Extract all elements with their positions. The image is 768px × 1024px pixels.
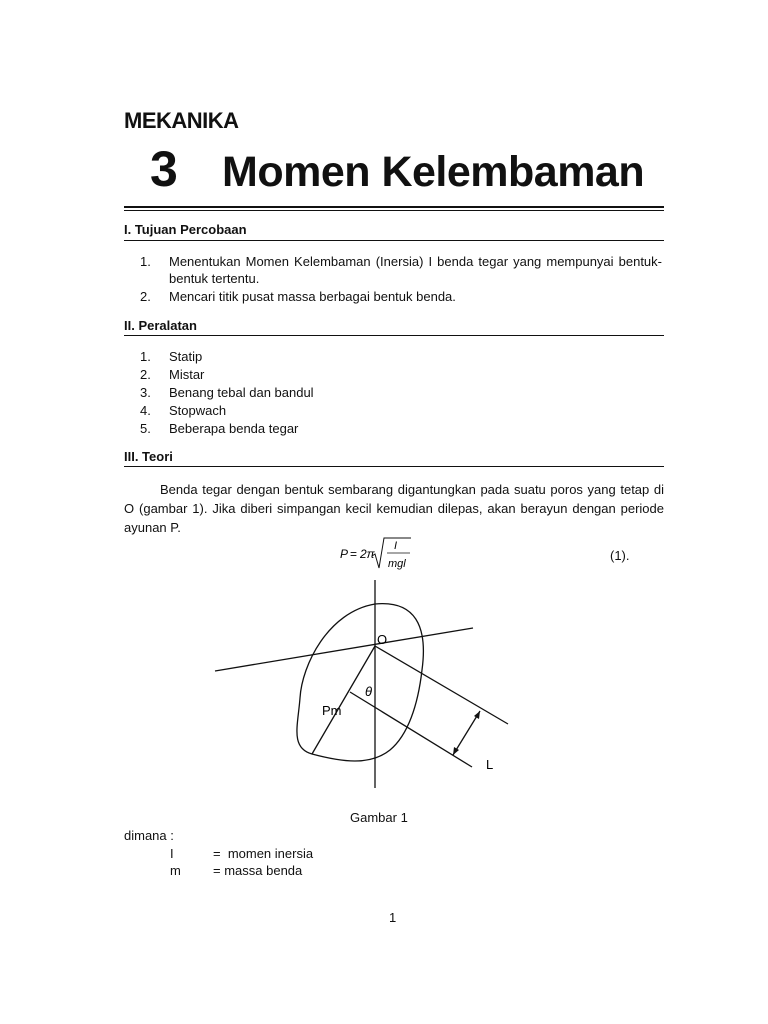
list-text: Menentukan Momen Kelembaman (Inersia) I benda tegar yang mempunyai bentuk-bentuk tertentu. [169,254,662,286]
definition-symbol: m [170,863,181,878]
arrowhead-bottom-icon [453,747,459,755]
list-item [140,402,662,419]
list-number: 1. [140,349,151,364]
lower-line [350,692,472,767]
title-rule-bottom [124,210,664,211]
figure-caption: Gambar 1 [350,810,408,825]
chapter-number: 3 [150,141,178,197]
distance-arrow-line [453,711,480,755]
subject-heading: MEKANIKA [124,108,239,133]
list-item [140,366,662,383]
definition-symbol: I [170,846,174,861]
list-item [140,288,662,305]
list-item [140,384,662,401]
list-item [140,348,662,365]
list-text: Beberapa benda tegar [169,421,299,436]
label-o: O [377,632,388,647]
section-rule [124,335,664,336]
equation-number: (1). [610,548,630,563]
equation-denominator: mgl [388,558,406,570]
equation-lhs: P [340,547,349,561]
label-l: L [486,757,494,772]
list-number: 2. [140,289,151,304]
rigid-body-outline [297,604,423,761]
pivot-axis-line [215,628,473,671]
list-number: 4. [140,403,151,418]
definition-meaning: = massa benda [213,863,303,878]
page-number: 1 [389,910,397,925]
pm-line [312,646,375,754]
arrowhead-top-icon [474,711,480,719]
section-title-peralatan: II. Peralatan [124,318,197,333]
list-number: 5. [140,421,151,436]
section-rule [124,240,664,241]
definitions-intro: dimana : [124,828,174,843]
list-number: 1. [140,254,151,269]
title-rule-top [124,206,664,208]
list-text: Stopwach [169,403,227,418]
label-pm: Pm [322,703,342,718]
section-title-tujuan: I. Tujuan Percobaan [124,222,247,237]
list-text: Mistar [169,367,205,382]
upper-line [375,646,508,724]
list-number: 3. [140,385,151,400]
label-theta: θ [365,684,373,699]
list-number: 2. [140,367,151,382]
list-text: Statip [169,349,203,364]
theory-paragraph: Benda tegar dengan bentuk sembarang digantungkan pada suatu poros yang tetap di O (gambar 1). Jika diberi simpangan kecil kemudian dilepas, akan berayun dengan periode ayunan P. [124,482,664,535]
definition-meaning: = momen inersia [213,846,314,861]
pendulum-figure [200,570,530,800]
equation-factor: 2π [360,547,375,561]
chapter-title: Momen Kelembaman [222,148,645,196]
list-text: Benang tebal dan bandul [169,385,314,400]
equation-equals: = [350,547,358,561]
section-title-teori: III. Teori [124,449,173,464]
equation-numerator: I [394,540,398,552]
list-text: Mencari titik pusat massa berbagai bentuk benda. [169,289,456,304]
section-rule [124,466,664,467]
list-item [140,253,662,287]
list-item [140,420,662,437]
